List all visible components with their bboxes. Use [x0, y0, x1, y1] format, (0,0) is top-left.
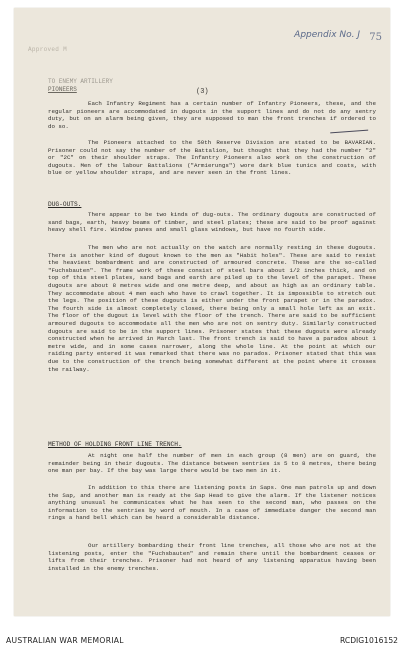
paragraph-method-1: At night one half the number of men in each group (8 men) are on guard, the remainder being in their dugouts. The distance between sentries is 5 to 8 metres, there being one man per bay. If the bay was large there would be two men in it. [48, 452, 376, 475]
faint-header-line-1: TO ENEMY ARTILLERY [48, 78, 113, 85]
approval-stamp: Approved M [28, 46, 68, 53]
paragraph-pioneers-1: Each Infantry Regiment has a certain number of Infantry Pioneers, these, and the regular pioneers are accommodated in dugouts in the support lines and do not do any sentry duty, but on an alarm being given, they are supposed to man the front trenches if ordered to do so. [48, 100, 376, 130]
footer-record-id: RCDIG1016152 [340, 636, 398, 645]
document-page [14, 8, 390, 616]
paragraph-dugouts-2: The men who are not actually on the watch are normally resting in these dugouts. There is another kind of dugout known to the men as "Habit holes". These are said to resist the heaviest bombardment and are constructed of armoured concrete. These are the so-called "Fuchsbauten". The frame work of these consist of steel bars about 1/2 inches thick, and on top of this steel plates, sand bags and earth are piled up to the level of the parapet. These dugouts are about 8 metres wide and one metre deep, and about as high as an ordinary table. They accommodate about 4 men each who have to crawl together. It is impossible to stretch out the legs. The position of these dugouts is either under the front parapet or in the paradox. The fourth side is almost completely closed, there being only a small hole left as an exit. The floor of the dugout is level with the floor of the trench. There are said to be sufficient armoured dugouts to accommodate all the men who are not on sentry duty. Similarly constructed dugouts are said to be in the support lines. Prisoner states that these dugouts were already constructed when he arrived in March last. The front trench is said to have a parados about 1 metre wide, and in some cases narrower, along the whole line. At the point at which our raiding party entered it was remarked that there was no parados. Prisoner stated that this was due to the construction of the trench being somewhat different at the point where it crosses the railway. [48, 244, 376, 373]
paragraph-pioneers-2: The Pioneers attached to the 50th Reserve Division are stated to be BAVARIAN. Prisoner could not say the number of the Battalion, but thought that they had the number "2" or "2C" on their shoulder straps. The Infantry Pioneers also work on the construction of dugouts. Men of the labour Battalions ("Armierungs") wore dark blue tunics and coats, with blue or yellow shoulder straps, and are never seen in the front lines. [48, 139, 376, 177]
section-number: (3) [196, 88, 209, 96]
footer-institution: AUSTRALIAN WAR MEMORIAL [6, 636, 124, 645]
heading-dugouts: DUG-OUTS. [48, 201, 82, 208]
section-heading-pioneers: PIONEERS [48, 86, 77, 93]
appendix-label: Appendix No. J [294, 30, 360, 40]
paragraph-method-3: Our artillery bombarding their front line trenches, all those who are not at the listening posts, enter the "Fuchsbauten" and remain there until the bombardment ceases or lifts from their trenches. Prisoner had not heard of any listening apparatus having been installed in the enemy trenches. [48, 542, 376, 572]
faint-header [48, 78, 113, 94]
paragraph-method-2: In addition to this there are listening posts in Saps. One man patrols up and down the Sap, and another man is ready at the Sap Head to give the alarm. If the listener notices anything unusual he communicates what he has seen to the second man, who passes on the information to the sentries by word of mouth. In a case of immediate danger the second man rings a hand bell which can be heard a considerable distance. [48, 484, 376, 522]
paragraph-dugouts-1: There appear to be two kinds of dug-outs. The ordinary dugouts are constructed of sand bags, earth, heavy beams of timber, and steel plates; these are said to be proof against heavy shell fire. Window panes and small glass windows, but have no fourth side. [48, 211, 376, 234]
page-number: 75 [369, 32, 382, 43]
heading-method: METHOD OF HOLDING FRONT LINE TRENCH. [48, 441, 182, 448]
